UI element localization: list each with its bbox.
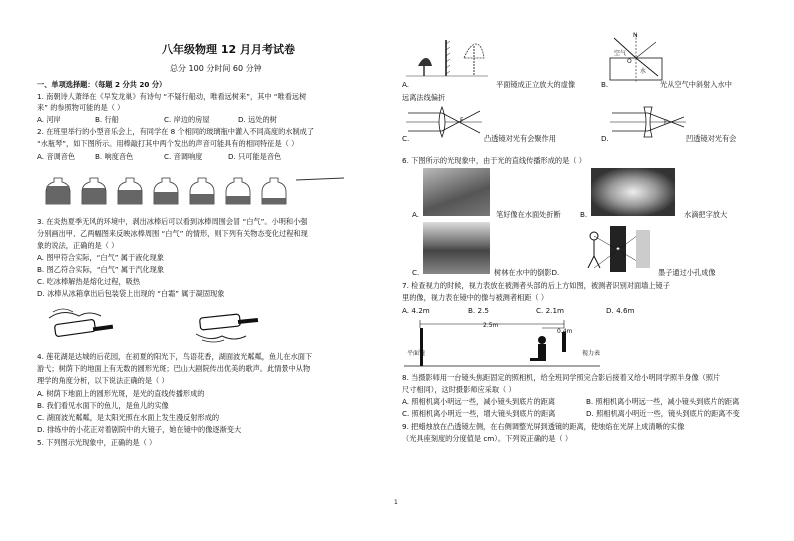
q1-option-a: A. 河岸 — [37, 115, 61, 124]
q2-stem-line2: “水瓶琴”，如下图所示。用棒敲打其中两个发出的声音可能具有的相同特征是（ ） — [37, 139, 299, 148]
q8-option-c: C. 照相机离小明近一些，增大镜头到底片的距离 — [402, 409, 556, 418]
q7-option-d: D. 4.6m — [606, 306, 635, 315]
q5-figure-d-concave-lens — [608, 105, 688, 139]
q4-option-b: B. 我们看见水面下的鱼儿，是鱼儿的实像 — [37, 401, 169, 410]
water-bottles-figure — [46, 176, 346, 206]
q5-figure-a-mirror — [402, 36, 492, 82]
q5-figure-c-convex-lens — [404, 105, 484, 139]
q5-fig-focus-c: F — [460, 117, 464, 124]
q4-option-c: C. 湖面波光粼粼，是太阳光照在水面上发生漫反射形成的 — [37, 413, 220, 422]
q4-stem-line1: 4. 莲花湖是达城的后花园，在初夏的阳光下，鸟语花香，湖面波光粼粼，鱼儿在水面下 — [37, 352, 313, 361]
q5-option-c: C. — [402, 134, 410, 143]
q6-photo-forest-reflection — [423, 222, 490, 274]
q7-option-a: A. 4.2m — [402, 306, 430, 315]
q3-option-a: A. 图甲符合实际，“白气” 属于液化现象 — [37, 253, 164, 262]
q3-stem-line1: 3. 在炎热夏季无风的环境中，剥出冰棒后可以看到冰棒周围会冒 “白气”。小明和小强 — [37, 217, 308, 226]
q5-figure-b-refraction — [608, 32, 666, 84]
q6-option-b-text: 水滴把字放大 — [684, 210, 728, 219]
q7-fig-mirror-label: 平面镜 — [407, 350, 426, 357]
q7-figure-eye-test — [402, 318, 602, 370]
q4-stem-line2: 游弋；树荫下的地面上有无数的圆形光斑；巴山大剧院传出优美的歌声。此情景中从物 — [37, 364, 311, 373]
popsicle-figure-jia — [45, 304, 125, 339]
q1-option-c: C. 岸边的房屋 — [164, 115, 210, 124]
q6-photo-pencil-in-water — [423, 168, 490, 216]
q5-option-d: D. — [601, 134, 609, 143]
q3-option-c: C. 吃冰棒解热是熔化过程，吸热 — [37, 277, 141, 286]
q7-fig-chart-label: 视力表 — [582, 350, 601, 357]
q7-fig-distance-25: 2.5m — [483, 322, 499, 329]
q5-fig-air-label: 空气 — [614, 50, 627, 57]
q5-option-c-text: 凸透镜对光有会聚作用 — [484, 134, 556, 143]
q7-stem-line1: 7. 检查视力的时候，视力表放在被测者头部的后上方如图，被测者识别对面墙上镜子 — [402, 281, 670, 290]
q3-stem-line3: 象的说法，正确的是（ ） — [37, 241, 119, 250]
q5-option-b-continued: 远离法线偏折 — [402, 93, 446, 102]
q5-option-a: A. — [402, 80, 410, 89]
q3-stem-line2: 分别画出甲、乙两幅图来反映冰棒周围 “白气” 的情形，则下列有关物态变化过程和现 — [37, 229, 308, 238]
q1-stem-line1: 1. 南朝诗人萧绎在《早发龙巢》有诗句 “不疑行船动，唯看远树来”，其中 “唯看远树 — [37, 92, 307, 101]
q9-stem-line2: （光具座刻度的分度值是 cm）。下列说正确的是（ ） — [402, 434, 573, 443]
q5-fig-normal-label: N — [633, 32, 638, 39]
q8-option-b: B. 照相机离小明远一些，减小镜头到底片的距离 — [586, 397, 740, 406]
exam-title: 八年级物理 12 月月考试卷 — [162, 43, 295, 56]
q5-option-d-text: 凹透镜对光有会 — [686, 134, 737, 143]
q6-photo-water-drop — [591, 168, 675, 216]
q8-stem-line2: 尺寸相同），这时摄影师应采取（ ） — [402, 385, 516, 394]
q9-stem-line1: 9. 把蜡烛放在凸透镜左侧，在右侧调整光屏到透镜的距离，使烛焰在光屏上成清晰的实像 — [402, 422, 685, 431]
q6-option-c-text: 树林在水中的倒影D. — [494, 268, 560, 277]
page-number: 1 — [394, 499, 398, 506]
q6-option-d-text: 墨子通过小孔成像 — [658, 268, 716, 277]
q5-fig-water-label: 水 — [640, 68, 647, 75]
q8-option-a: A. 照相机离小明远一些，减小镜头到底片的距离 — [402, 397, 556, 406]
q2-option-d: D. 只可能是音色 — [228, 152, 282, 161]
q7-option-c: C. 2.1m — [536, 306, 565, 315]
q6-option-a: A. — [412, 210, 420, 219]
q6-option-c: C. — [412, 268, 420, 277]
popsicle-figure-yi — [190, 310, 270, 345]
exam-subtitle: 总分 100 分时间 60 分钟 — [170, 64, 262, 73]
q8-stem-line1: 8. 当摄影师用一台镜头焦距固定的照相机，给全班同学照完合影后接着又给小明同学照半身像（照片 — [402, 373, 721, 382]
q4-option-a: A. 树荫下地面上的圆形光斑，是光的直线传播形成的 — [37, 389, 205, 398]
q5-stem-line1: 5. 下列图示光现象中，正确的是（ ） — [37, 438, 157, 447]
q7-fig-distance-04: 0.4m — [557, 328, 573, 335]
q6-stem-line1: 6. 下图所示的光现象中，由于光的直线传播形成的是（ ） — [402, 156, 586, 165]
q2-option-b: B. 响度音色 — [95, 152, 134, 161]
q2-stem-line1: 2. 在班里举行的小型音乐会上，有同学在 8 个相同的玻璃瓶中灌入不同高度的水制成了 — [37, 127, 315, 136]
q5-option-b: B. — [601, 80, 609, 89]
q1-option-d: D. 远处的树 — [238, 115, 277, 124]
q6-figure-pinhole-camera — [582, 226, 652, 272]
q5-option-a-text: 平面镜成正立放大的虚像 — [496, 80, 576, 89]
q6-option-b: B. — [580, 210, 588, 219]
q3-option-d: D. 冰棒从冰箱拿出后包装袋上出现的 “白霜” 属于凝固现象 — [37, 289, 225, 298]
q4-option-d: D. 排练中的小花正对着剧院中的大镜子，她在镜中的像逐渐变大 — [37, 425, 242, 434]
q5-fig-point-label: O — [627, 58, 632, 65]
section-heading: 一、单项选择题：（每题 2 分共 20 分） — [37, 80, 167, 89]
q5-option-b-text: 光从空气中斜射入水中 — [660, 80, 732, 89]
q5-fig-focus-d: F — [664, 119, 668, 126]
q4-stem-line3: 理学的角度分析，以下说法正确的是（ ） — [37, 376, 169, 385]
q1-option-b: B. 行船 — [95, 115, 119, 124]
q2-option-c: C. 音调响度 — [164, 152, 203, 161]
q7-stem-line2: 里的像，视力表在镜中的像与被测者相距（ ） — [402, 293, 549, 302]
q2-option-a: A. 音调音色 — [37, 152, 76, 161]
q7-option-b: B. 2.5 — [468, 306, 489, 315]
q8-option-d: D. 照相机离小明近一些，镜头到底片的距离不变 — [586, 409, 740, 418]
q1-stem-line2: 来” 的参照物可能的是（ ） — [37, 103, 125, 112]
q6-option-a-text: 笔好像在水面处折断 — [496, 210, 561, 219]
q3-option-b: B. 图乙符合实际，“白气” 属于汽化现象 — [37, 265, 165, 274]
